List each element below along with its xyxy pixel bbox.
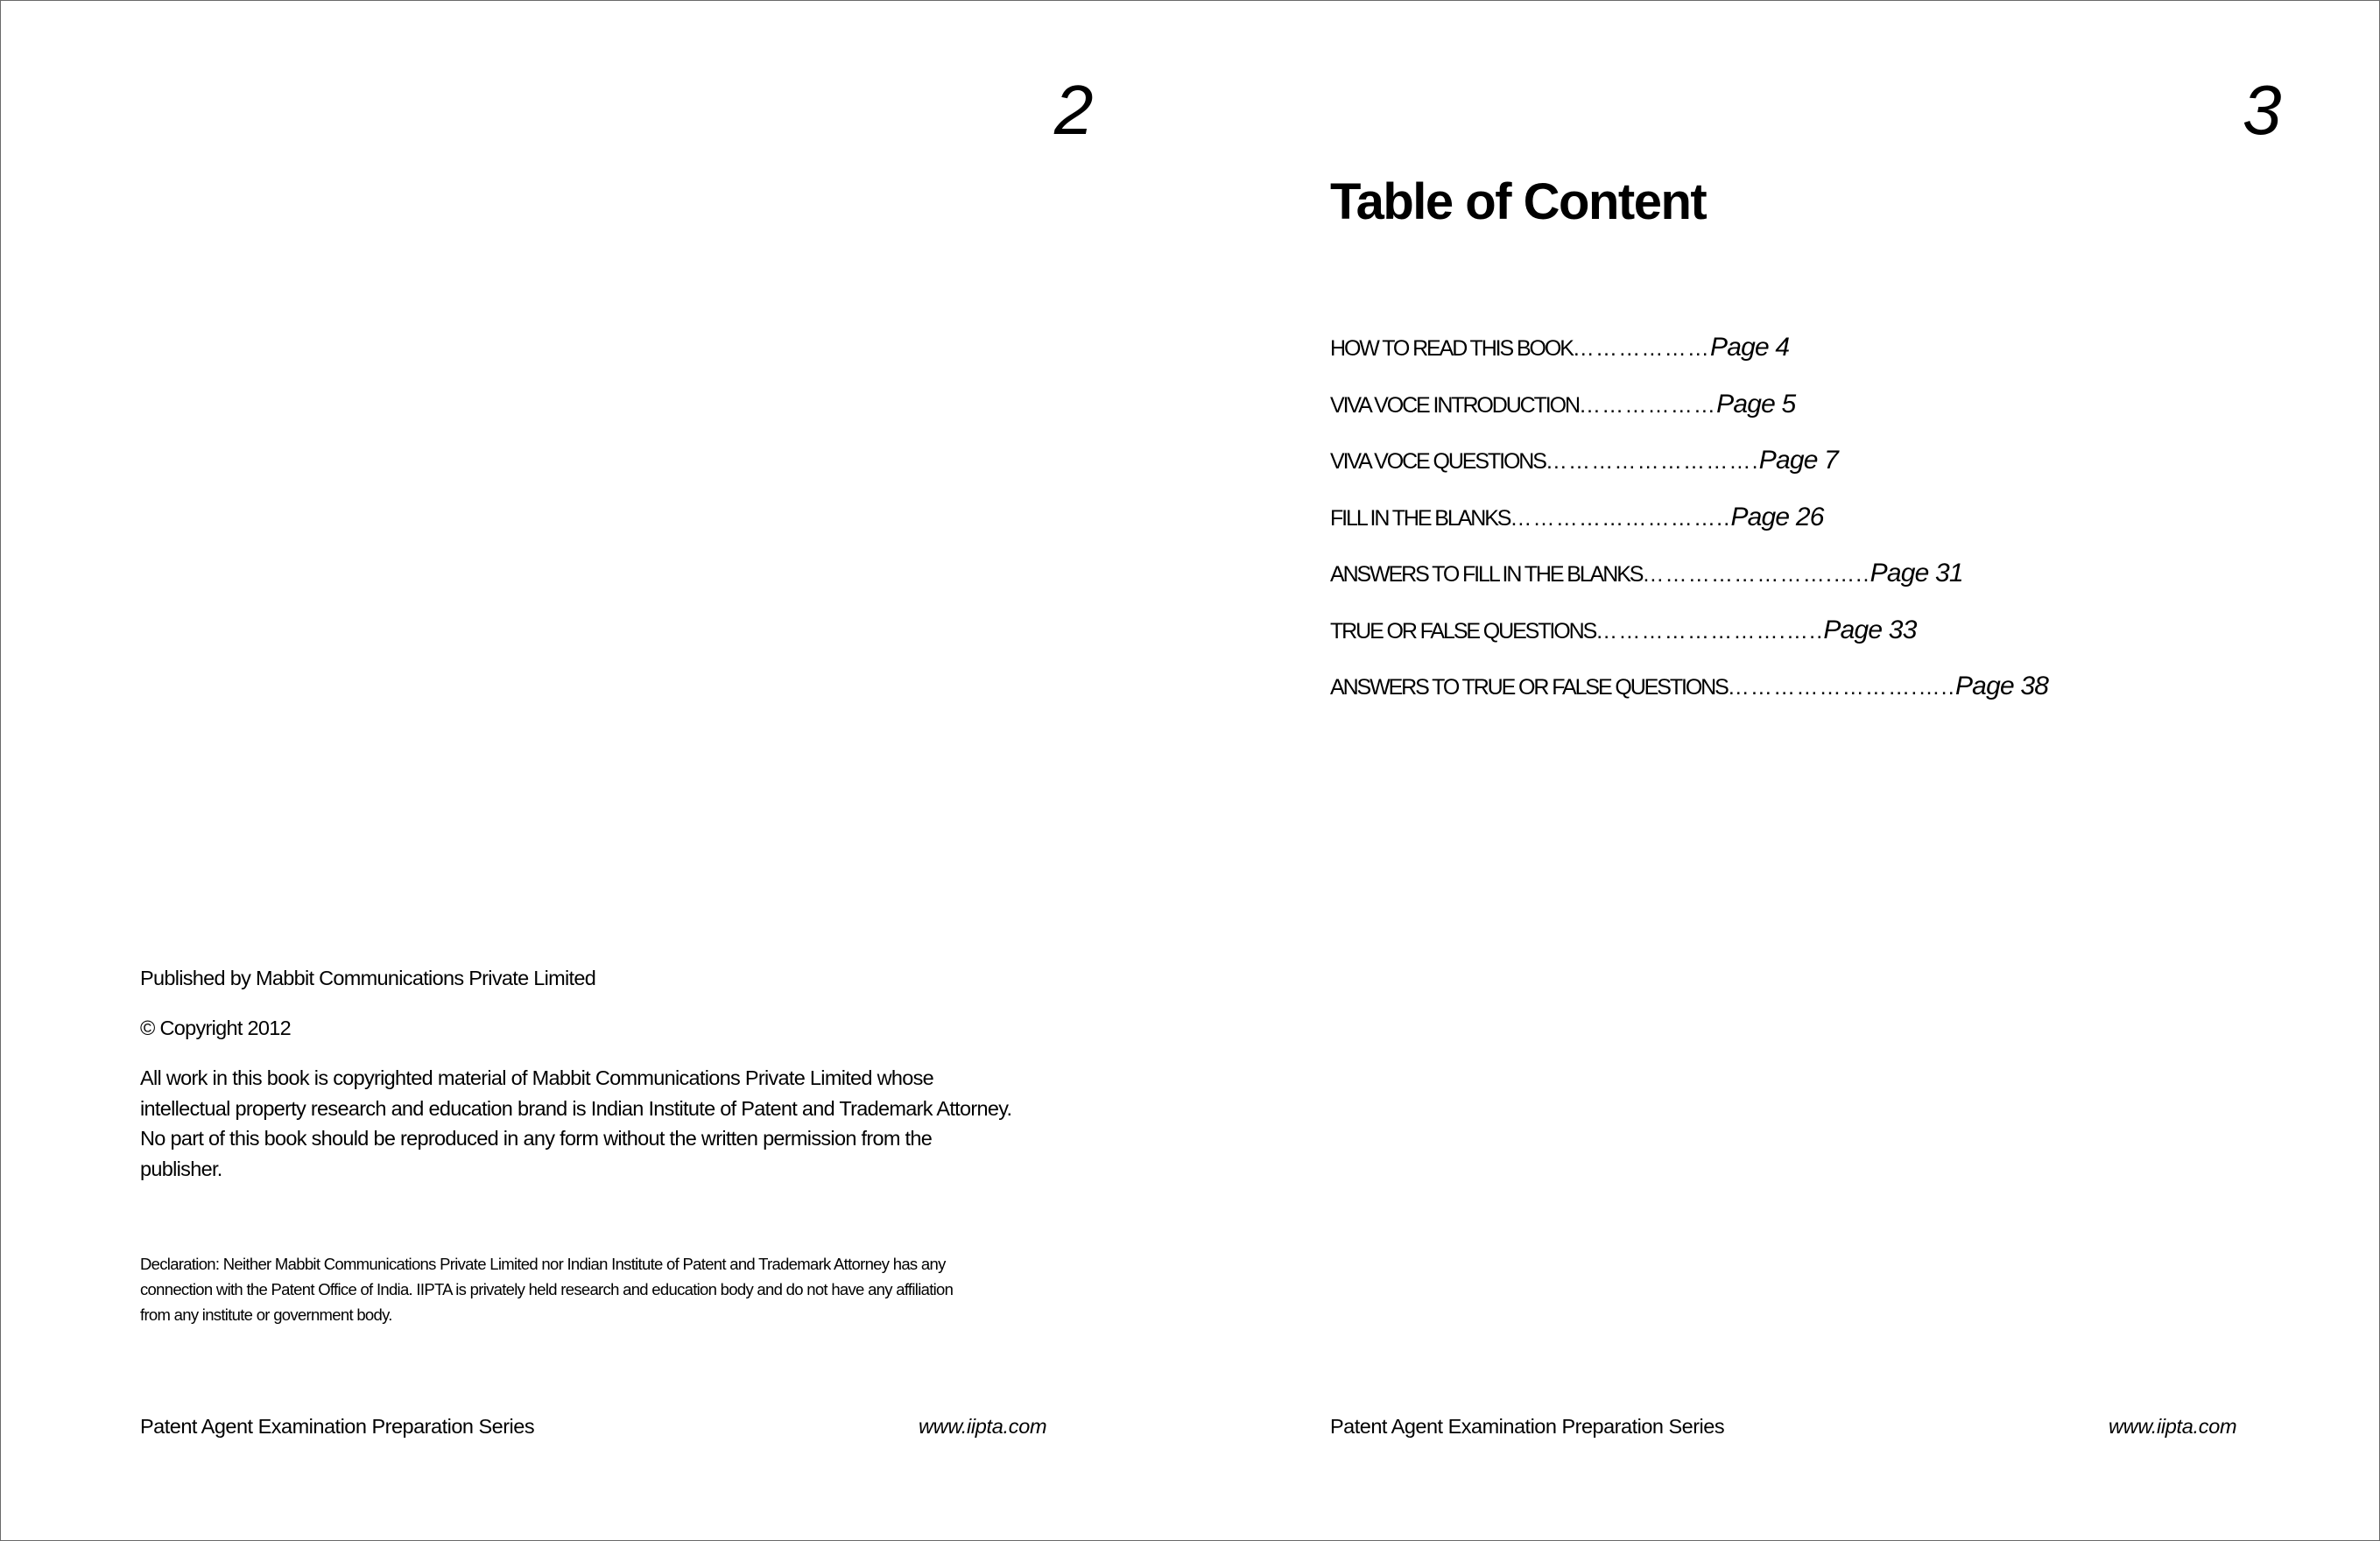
footer-series: Patent Agent Examination Preparation Series (140, 1415, 535, 1438)
toc-entry-label: HOW TO READ THIS BOOK (1330, 336, 1573, 361)
toc-leader-dots: …………………….….. (1642, 562, 1870, 587)
toc-entry-label: ANSWERS TO FILL IN THE BLANKS (1330, 562, 1643, 587)
declaration-paragraph (140, 1251, 1068, 1327)
toc-entry[interactable] (1330, 446, 2048, 503)
toc-entry-page: Page 31 (1869, 559, 1963, 588)
toc-entry[interactable] (1330, 672, 2048, 728)
rights-line: No part of this book should be reproduced in any form without the written permission from the (140, 1127, 933, 1150)
toc-entry-label: VIVA VOCE INTRODUCTION (1330, 392, 1579, 418)
footer-series: Patent Agent Examination Preparation Series (1330, 1415, 1725, 1438)
toc-title: Table of Content (1330, 173, 1707, 230)
toc-leader-dots: ……………… (1578, 392, 1717, 418)
rights-line: All work in this book is copyrighted material of Mabbit Communications Private Limited whose (140, 1066, 934, 1089)
toc-entry-page: Page 26 (1730, 502, 1824, 531)
toc-entry-label: ANSWERS TO TRUE OR FALSE QUESTIONS (1330, 675, 1728, 700)
right-page (1190, 0, 2380, 1541)
toc-leader-dots: ……………………….. (1510, 505, 1731, 531)
toc-leader-dots: …………………….….. (1595, 618, 1824, 644)
toc-entry-page: Page 4 (1710, 333, 1790, 362)
toc-leader-dots: ……………… (1572, 336, 1710, 361)
rights-line: intellectual property research and education brand is Indian Institute of Patent and Trademark Attorney. (140, 1096, 1012, 1120)
toc-entry[interactable] (1330, 503, 2048, 559)
declaration-line: from any institute or government body. (140, 1305, 392, 1324)
toc-entry-page: Page 33 (1823, 615, 1917, 644)
toc-entry-page: Page 38 (1954, 672, 2049, 700)
toc-entry[interactable] (1330, 559, 2048, 616)
toc-entry-label: TRUE OR FALSE QUESTIONS (1330, 618, 1596, 644)
toc-entry[interactable] (1330, 333, 2048, 390)
footer-url[interactable]: www.iipta.com (2109, 1415, 2237, 1438)
toc-list (1330, 333, 2048, 728)
toc-entry[interactable] (1330, 616, 2048, 672)
rights-paragraph (140, 1063, 1068, 1184)
toc-leader-dots: …………………….….. (1727, 675, 1955, 700)
copyright-line: © Copyright 2012 (140, 1017, 292, 1039)
toc-entry[interactable] (1330, 390, 2048, 447)
rights-line: publisher. (140, 1157, 222, 1180)
declaration-line: connection with the Patent Office of India. IIPTA is privately held research and education body and do not have any affiliation (140, 1280, 954, 1298)
toc-leader-dots: ………………………. (1545, 449, 1759, 474)
publisher-line: Published by Mabbit Communications Private Limited (140, 967, 596, 989)
footer-url[interactable]: www.iipta.com (919, 1415, 1047, 1438)
page-number: 2 (1054, 71, 1094, 149)
declaration-line: Declaration: Neither Mabbit Communications Private Limited nor Indian Institute of Patent and Trademark Attorney has any (140, 1255, 946, 1273)
toc-entry-page: Page 5 (1716, 389, 1796, 419)
page-number: 3 (2243, 71, 2282, 149)
toc-entry-page: Page 7 (1758, 446, 1839, 475)
toc-entry-label: VIVA VOCE QUESTIONS (1330, 449, 1546, 474)
toc-entry-label: FILL IN THE BLANKS (1330, 505, 1510, 531)
